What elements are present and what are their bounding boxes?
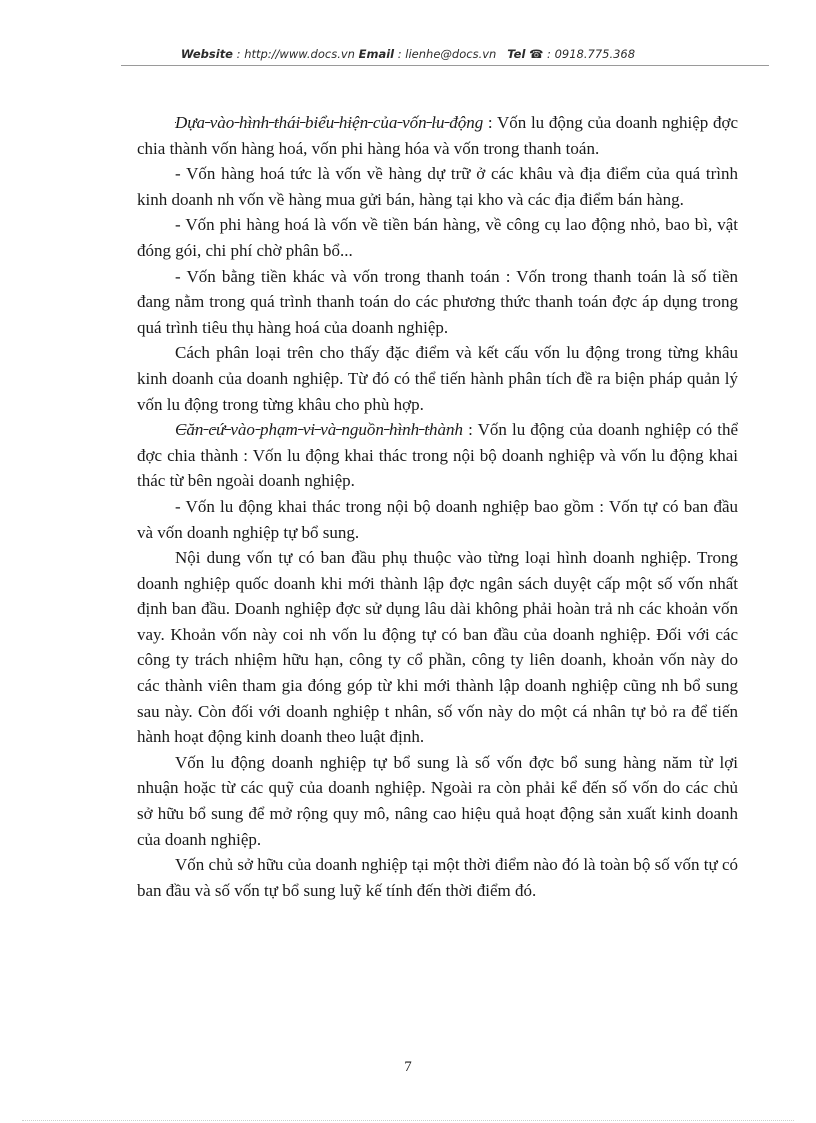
document-body	[137, 110, 738, 903]
email-address[interactable]: lienhe@docs.vn	[405, 47, 497, 61]
page-number: 7	[404, 1059, 412, 1075]
paragraph-text: : Vốn lu động của doanh nghiệp đợc chia thành vốn hàng hoá, vốn phi hàng hóa và vốn trong thanh toán.	[137, 113, 738, 158]
tel-number: 0918.775.368	[554, 47, 636, 61]
paragraph-text: - Vốn lu động khai thác trong nội bộ doanh nghiệp bao gồm : Vốn tự có ban đầu và vốn doanh nghiệp tự bổ sung.	[137, 496, 738, 542]
paragraph	[137, 494, 738, 545]
website-url[interactable]: http://www.docs.vn	[244, 47, 355, 61]
paragraph	[137, 545, 738, 750]
paragraph-text: - Vốn bằng tiền khác và vốn trong thanh toán : Vốn trong thanh toán là số tiền đang nằm trong quá trình thanh toán do các phương thức thanh toán đợc áp dụng trong quá trình tiêu thụ hàng hoá của doanh nghiệp.	[137, 266, 738, 337]
paragraph	[137, 340, 738, 417]
page-header: Website : http://www.docs.vn Email : lienhe@docs.vn Tel ☎ : 0918.775.368	[180, 47, 636, 61]
section-lead: Dựa vào hình thái biểu hiện của vốn lu động	[175, 113, 484, 132]
email-label: Email	[358, 47, 395, 61]
paragraph	[137, 417, 738, 494]
paragraph-text: Vốn chủ sở hữu của doanh nghiệp tại một thời điểm nào đó là toàn bộ số vốn tự có ban đầu và số vốn tự bổ sung luỹ kế tính đến thời điểm đó.	[137, 855, 738, 900]
paragraph	[137, 161, 738, 212]
paragraph-text: - Vốn hàng hoá tức là vốn về hàng dự trữ ở các khâu và địa điểm của quá trình kinh doanh nh vốn về hàng mua gửi bán, hàng tại kho và các địa điểm bán hàng.	[137, 164, 738, 209]
paragraph-text: Nội dung vốn tự có ban đầu phụ thuộc vào từng loại hình doanh nghiệp. Trong doanh nghiệp quốc doanh khi mới thành lập đợc ngân sách duyệt cấp một số vốn nhất định ban đầu. Doanh nghiệp đợc sử dụng lâu dài không phải hoàn trả nh các khoản vốn vay. Khoản vốn này coi nh vốn lu động tự có ban đầu của doanh nghiệp. Đối với các công ty trách nhiệm hữu hạn, công ty cổ phần, công ty liên doanh, khoản vốn này do các thành viên tham gia đóng góp từ khi mới thành lập doanh nghiệp cũng nh bổ sung sau này. Còn đối với doanh nghiệp t nhân, số vốn này do một cá nhân tự bỏ ra để tiến hành hoạt động kinh doanh theo luật định.	[137, 548, 738, 747]
paragraph	[137, 750, 738, 852]
paragraph-text: - Vốn phi hàng hoá là vốn về tiền bán hàng, về công cụ lao động nhỏ, bao bì, vật đóng gói, chi phí chờ phân bổ...	[137, 215, 738, 260]
section-lead: Căn cứ vào phạm vi và nguồn hình thành	[175, 420, 463, 440]
phone-icon: ☎	[529, 47, 544, 61]
footer-divider	[22, 1120, 794, 1121]
paragraph	[137, 264, 738, 341]
paragraph-text: Vốn lu động doanh nghiệp tự bổ sung là số vốn đợc bổ sung hàng năm từ lợi nhuận hoặc từ các quỹ của doanh nghiệp. Ngoài ra còn phải kể đến số vốn do các chủ sở hữu bổ sung để mở rộng quy mô, nâng cao hiệu quả hoạt động sản xuất kinh doanh của doanh nghiệp.	[137, 752, 738, 849]
paragraph-text: Cách phân loại trên cho thấy đặc điểm và kết cấu vốn lu động trong từng khâu kinh doanh của doanh nghiệp. Từ đó có thể tiến hành phân tích đề ra biện pháp quản lý vốn lu động trong từng khâu cho phù hợp.	[137, 343, 738, 414]
paragraph	[137, 110, 738, 161]
paragraph	[137, 852, 738, 903]
header-divider	[121, 65, 769, 66]
website-label: Website	[180, 47, 233, 61]
paragraph	[137, 212, 738, 263]
paragraph-text: : Vốn lu động của doanh nghiệp có thể đợc chia thành : Vốn lu động khai thác trong nội bộ doanh nghiệp và vốn lu động khai thác từ bên ngoài doanh nghiệp.	[137, 420, 738, 491]
tel-label: Tel	[507, 47, 526, 61]
